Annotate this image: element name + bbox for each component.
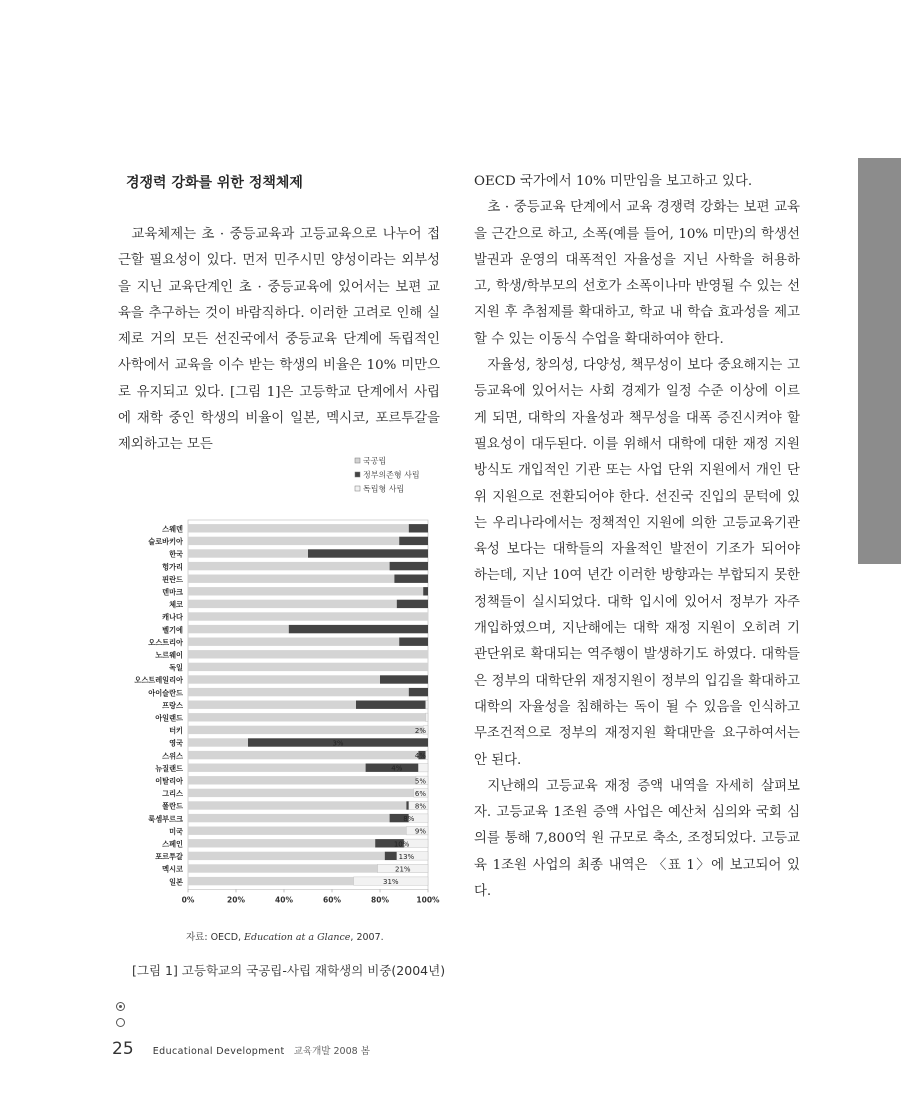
bar-segment	[394, 575, 428, 583]
x-tick-label: 40%	[275, 895, 293, 905]
bar-segment	[188, 537, 399, 545]
category-label: 일본	[169, 877, 183, 887]
bar-segment	[188, 638, 399, 646]
category-label: 미국	[169, 826, 183, 836]
legend-label: 정부의존형 사립	[363, 470, 420, 480]
bar-segment	[380, 675, 428, 683]
data-label: 4%	[414, 752, 426, 761]
bar-segment	[188, 814, 390, 822]
category-label: 오스트리아	[148, 637, 183, 647]
legend-swatch	[355, 458, 360, 463]
bar-segment	[188, 625, 289, 633]
data-label: 3%	[332, 739, 344, 748]
bar-segment	[390, 562, 428, 570]
data-label: 4%	[391, 764, 403, 773]
bar-segment	[289, 625, 428, 633]
bar-segment	[409, 688, 428, 696]
x-tick-label: 100%	[416, 895, 440, 905]
bar-segment	[188, 587, 423, 595]
page-number: 25	[112, 1039, 134, 1059]
nav-dots	[116, 1002, 125, 1034]
journal-issue: 교육개발 2008 봄	[293, 1046, 370, 1057]
bar-segment	[409, 524, 428, 532]
category-label: 터키	[169, 726, 183, 736]
category-label: 포르투갈	[155, 852, 183, 862]
paragraph: 교육체제는 초 · 중등교육과 고등교육으로 나누어 접근할 필요성이 있다. 먼저 민주시민 양성이라는 외부성을 지닌 교육단계인 초 · 중등교육에 있어서는 보편 교육을 추구하는 것이 바람직하다. 이러한 고려로 인해 실제로 거의 모든 선진국에서 중등교육 단계에 독립적인 사학에서 교육을 이수 받는 학생의 비율은 10% 미만으로 유지되고 있다. [그림 1]은 고등학교 단계에서 사립에 재학 중인 학생의 비율이 일본, 멕시코, 포르투갈을 제외하고는 모든	[118, 227, 440, 453]
legend-label: 국공립	[363, 456, 387, 466]
data-label: 8%	[403, 815, 415, 824]
empty-circle-icon	[116, 1018, 125, 1027]
data-label: 6%	[414, 789, 426, 798]
left-column	[118, 222, 440, 459]
right-column	[474, 169, 800, 905]
footer	[112, 1039, 370, 1059]
x-tick-label: 60%	[323, 895, 341, 905]
bar-segment	[188, 524, 409, 532]
legend-label: 독립형 사립	[363, 484, 405, 494]
bar-segment	[308, 549, 428, 557]
side-tab-marker	[858, 158, 901, 564]
bar-segment	[188, 612, 428, 620]
bar-segment	[397, 600, 428, 608]
category-label: 폴란드	[162, 801, 183, 811]
bar-segment	[188, 789, 414, 797]
category-label: 스위스	[162, 751, 183, 761]
bar-segment	[399, 638, 428, 646]
category-label: 벨기에	[162, 625, 183, 635]
bar-segment	[188, 650, 428, 658]
category-label: 헝가리	[162, 562, 183, 572]
bar-segment	[188, 600, 397, 608]
stacked-bar-chart	[110, 448, 450, 918]
data-label: 13%	[398, 852, 415, 861]
category-label: 슬로바키아	[148, 537, 183, 547]
bar-segment	[188, 575, 394, 583]
category-label: 스페인	[162, 839, 183, 849]
bar-segment	[188, 776, 416, 784]
data-label: 21%	[395, 865, 411, 874]
bar-segment	[188, 688, 409, 696]
category-label: 그리스	[162, 789, 183, 799]
data-label: 2%	[414, 726, 426, 735]
bar-segment	[426, 713, 428, 721]
bar-segment	[188, 726, 423, 734]
source-title: Education at a Glance	[244, 932, 351, 943]
source-prefix: 자료: OECD,	[186, 932, 245, 943]
figure-caption: [그림 1] 고등학교의 국공립-사립 재학생의 비중(2004년)	[132, 963, 446, 978]
bar-segment	[188, 827, 406, 835]
bar-segment	[188, 675, 380, 683]
category-label: 덴마크	[162, 587, 183, 597]
category-label: 아일랜드	[155, 713, 183, 723]
source-suffix: , 2007.	[350, 932, 384, 943]
category-label: 뉴질랜드	[155, 763, 183, 773]
paragraph: 자율성, 창의성, 다양성, 책무성이 보다 중요해지는 고등교육에 있어서는 사회 경제가 일정 수준 이상에 이르게 되면, 대학의 자율성과 책무성을 대폭 증진시켜야 할 필요성이 대두된다. 이를 위해서 대학에 대한 재정 지원 방식도 개입적인 기관 또는 사업 단위 지원에서 개인 단위 지원으로 전환되어야 한다. 선진국 진입의 문턱에 있는 우리나라에서는 정책적인 지원에 의한 고등교육기관 육성 보다는 대학들의 자율적인 발전이 기조가 되어야 하는데, 지난 10여 년간 이러한 방향과는 부합되지 못한 정책들이 실시되었다. 대학 입시에 있어서 정부가 자주 개입하였으며, 지난해에는 대학 재정 지원이 오히려 기관단위로 확대되는 역주행이 발생하기도 하였다. 대학들은 정부의 대학단위 재정지원이 정부의 입김을 확대하고 대학의 자율성을 침해하는 독이 될 수 있음을 인식하고 무조건적으로 정부의 재정지원 확대만을 요구하여서는 안 된다.	[474, 358, 800, 768]
bar-segment	[423, 587, 428, 595]
filled-circle-icon	[116, 1002, 125, 1011]
category-label: 핀란드	[162, 574, 183, 584]
x-tick-label: 0%	[181, 895, 195, 905]
category-label: 오스트레일리아	[134, 675, 183, 685]
category-label: 아이슬란드	[148, 688, 183, 698]
bar-segment	[188, 738, 248, 746]
bar-segment	[426, 701, 428, 709]
category-label: 프랑스	[162, 700, 183, 710]
data-label: 10%	[393, 840, 410, 849]
journal-name: Educational Development	[152, 1046, 285, 1057]
figure-source	[186, 929, 384, 943]
bar-segment	[188, 562, 390, 570]
bar-segment	[418, 764, 428, 772]
x-tick-label: 80%	[371, 895, 389, 905]
category-label: 스웨덴	[162, 524, 183, 534]
bar-segment	[188, 864, 378, 872]
paragraph: 초 · 중등교육 단계에서 교육 경쟁력 강화는 보편 교육을 근간으로 하고, 소폭(예를 들어, 10% 미만)의 학생선발권과 운영의 대폭적인 자율성을 지닌 사학을 허용하고, 학생/학부모의 선호가 소폭이나마 반영될 수 있는 선지원 후 추첨제를 확대하고, 학교 내 학습 효과성을 제고할 수 있는 이동식 수업을 확대하여야 한다.	[474, 200, 800, 347]
category-label: 룩셈부르크	[148, 814, 183, 824]
data-label: 9%	[414, 827, 426, 836]
bar-segment	[188, 839, 375, 847]
bar-segment	[385, 852, 397, 860]
bar-segment	[356, 701, 426, 709]
category-label: 독일	[169, 663, 183, 673]
category-label: 노르웨이	[155, 650, 183, 660]
data-label: 5%	[414, 777, 426, 786]
category-label: 캐나다	[162, 612, 183, 622]
x-tick-label: 20%	[227, 895, 245, 905]
bar-segment	[188, 663, 428, 671]
bar-segment	[406, 801, 408, 809]
bar-segment	[188, 549, 308, 557]
bar-segment	[188, 701, 356, 709]
legend-swatch	[355, 486, 360, 491]
bar-segment	[188, 751, 418, 759]
data-label: 31%	[383, 878, 399, 887]
paragraph: 지난해의 고등교육 재정 증액 내역을 자세히 살펴보자. 고등교육 1조원 증액 사업은 예산처 심의와 국회 심의를 통해 7,800억 원 규모로 축소, 조정되었다. 고등교육 1조원 사업의 최종 내역은 〈표 1〉에 보고되어 있다.	[474, 778, 800, 900]
bar-segment	[188, 877, 354, 885]
bar-segment	[188, 713, 426, 721]
section-heading: 경쟁력 강화를 위한 정책체제	[126, 175, 303, 191]
bar-segment	[188, 801, 406, 809]
legend-swatch	[355, 472, 360, 477]
bar-segment	[188, 852, 385, 860]
category-label: 이탈리아	[155, 776, 183, 786]
bar-segment	[399, 537, 428, 545]
category-label: 멕시코	[162, 864, 183, 874]
bar-segment	[188, 764, 366, 772]
category-label: 한국	[169, 549, 183, 559]
category-label: 체코	[169, 600, 183, 610]
category-label: 영국	[169, 738, 183, 748]
data-label: 8%	[414, 802, 426, 811]
paragraph: OECD 국가에서 10% 미만임을 보고하고 있다.	[474, 174, 753, 189]
